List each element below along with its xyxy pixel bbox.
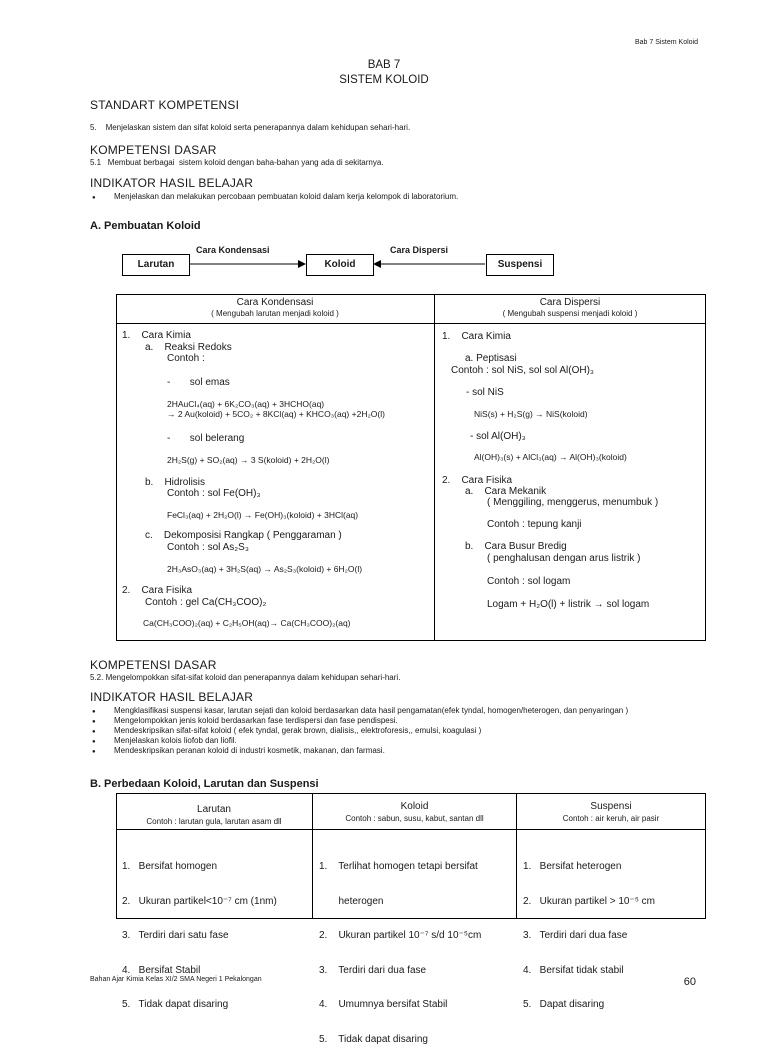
larutan-subheader: Contoh : larutan gula, larutan asam dll [146, 817, 282, 826]
kondensasi-equation: Ca(CH₃COO)₂(aq) + C₂H₅OH(aq)→ Ca(CH₃COO)₂(aq) [143, 618, 351, 628]
kondensasi-line: b. Hidrolisis [145, 477, 206, 488]
dispersi-equation: Al(OH)₃(s) + AlCl₃(aq) → Al(OH)₃(koloid) [474, 452, 627, 462]
indikator-heading-1: INDIKATOR HASIL BELAJAR [90, 176, 254, 190]
dispersi-equation: NiS(s) + H₂S(g) → NiS(koloid) [474, 409, 588, 419]
diagram-larutan-box: Larutan [122, 254, 190, 276]
larutan-properties [122, 838, 277, 1022]
table-b-divider-h [116, 829, 705, 830]
larutan-header: Larutan [197, 804, 231, 815]
kompetensi-dasar-heading-1: KOMPETENSI DASAR [90, 143, 217, 157]
kondensasi-equation: → 2 Au(koloid) + 5CO₂ + 8KCl(aq) + KHCO₃(aq) +2H₂O(l) [167, 409, 385, 419]
arrow-kondensasi-head [298, 260, 306, 268]
indikator-item: ● Menjelaskan dan melakukan percobaan pembuatan koloid dalam kerja kelompok di laboratorium. [90, 192, 700, 202]
kondensasi-line: a. Reaksi Redoks [145, 342, 232, 353]
dispersi-line: ( penghalusan dengan arus listrik ) [487, 553, 641, 564]
property-item: 2. Ukuran partikel<10⁻⁷ cm (1nm) [122, 895, 277, 907]
property-item: 4. Bersifat Stabil [122, 964, 201, 976]
kompetensi-dasar-heading-2: KOMPETENSI DASAR [90, 658, 217, 672]
diagram-suspensi-box: Suspensi [486, 254, 554, 276]
dispersi-line: - sol NiS [466, 387, 504, 398]
dispersi-line: Contoh : sol NiS, sol sol Al(OH)₃ [451, 365, 595, 376]
property-item: 3. Terdiri dari dua fase [319, 964, 427, 976]
dispersi-subheader: ( Mengubah suspensi menjadi koloid ) [502, 309, 638, 318]
dispersi-line: Contoh : sol logam [487, 576, 571, 587]
property-item: 1. Bersifat homogen [122, 861, 218, 872]
property-item: 5. Dapat disaring [523, 999, 605, 1010]
dispersi-line: b. Cara Busur Bredig [465, 541, 567, 552]
indikator-item: ● Mengklasifikasi suspensi kasar, larutan sejati dan koloid berdasarkan data hasil pengamatan(efek tyndal, homogen/heterogen, dan penyaringan ) [90, 706, 702, 716]
dispersi-line: 1. Cara Kimia [442, 331, 511, 342]
property-item: 4. Umumnya bersifat Stabil [319, 999, 448, 1010]
chapter-number: BAB 7 [367, 59, 401, 71]
kondensasi-line: Contoh : sol Fe(OH)₃ [167, 488, 261, 499]
indikator-item: ● Menjelaskan kolois liofob dan liofil. [90, 736, 702, 746]
diagram-label-dispersi: Cara Dispersi [390, 245, 449, 255]
kondensasi-header: Cara Kondensasi [236, 297, 314, 308]
dispersi-line: ( Menggiling, menggerus, menumbuk ) [487, 497, 659, 508]
property-item: 2. Ukuran partikel 10⁻⁷ s/d 10⁻⁵cm [319, 930, 482, 941]
kondensasi-line: Contoh : gel Ca(CH₃COO)₂ [145, 597, 267, 608]
kondensasi-line: - sol emas [167, 377, 230, 388]
standar-kompetensi-item: 5. Menjelaskan sistem dan sifat koloid serta penerapannya dalam kehidupan sehari-hari. [90, 123, 411, 132]
kondensasi-line: 1. Cara Kimia [122, 330, 191, 341]
suspensi-properties [523, 838, 655, 1022]
standar-kompetensi-heading: STANDART KOMPETENSI [90, 98, 240, 112]
indikator-item: ● Mendeskripsikan peranan koloid di industri kosmetik, makanan, dan farmasi. [90, 746, 702, 756]
diagram-arrows [0, 0, 768, 300]
dispersi-header: Cara Dispersi [539, 297, 601, 308]
property-item: 2. Ukuran partikel > 10⁻⁵ cm [523, 895, 655, 907]
kondensasi-equation: 2HAuCl₄(aq) + 6K₂CO₃(aq) + 3HCHO(aq) [167, 399, 325, 409]
kondensasi-line: c. Dekomposisi Rangkap ( Penggaraman ) [145, 530, 342, 541]
indikator-item: ● Mendeskripsikan sifat-sifat koloid ( efek tyndal, gerak brown, dialisis,, elektroforesis,, emulsi, koagulasi ) [90, 726, 702, 736]
suspensi-subheader: Contoh : air keruh, air pasir [562, 814, 660, 823]
property-item: 3. Terdiri dari dua fase [523, 930, 628, 941]
koloid-header: Koloid [400, 801, 429, 812]
page-number: 60 [683, 976, 696, 988]
dispersi-line: Logam + H₂O(l) + listrik → sol logam [487, 599, 650, 610]
kondensasi-line: Contoh : sol As₂S₃ [167, 542, 249, 553]
indikator-item: ● Mengelompokkan jenis koloid berdasarkan fase terdispersi dan fase pendispesi. [90, 716, 702, 726]
kondensasi-subheader: ( Mengubah larutan menjadi koloid ) [211, 309, 339, 318]
kondensasi-equation: 2H₃AsO₃(aq) + 3H₂S(aq) → As₂S₃(koloid) + 6H₂O(l) [167, 564, 363, 574]
diagram-koloid-box: Koloid [306, 254, 374, 276]
chapter-name: SISTEM KOLOID [339, 74, 429, 86]
dispersi-line: Contoh : tepung kanji [487, 519, 582, 530]
section-b-title: B. Perbedaan Koloid, Larutan dan Suspensi [90, 778, 319, 790]
footer-text: Bahan Ajar Kimia Kelas XI/2 SMA Negeri 1 Pekalongan [90, 976, 262, 983]
dispersi-line: a. Peptisasi [465, 353, 517, 364]
section-a-title: A. Pembuatan Koloid [90, 220, 201, 232]
kondensasi-line: - sol belerang [167, 433, 245, 444]
table-a-divider-horizontal [116, 323, 705, 324]
kondensasi-line: Contoh : [167, 353, 205, 364]
indikator-heading-2: INDIKATOR HASIL BELAJAR [90, 690, 254, 704]
kondensasi-line: 2. Cara Fisika [122, 585, 193, 596]
diagram-label-kondensasi: Cara Kondensasi [196, 245, 270, 255]
dispersi-line: a. Cara Mekanik [465, 486, 547, 497]
dispersi-line: 2. Cara Fisika [442, 475, 513, 486]
chapter-tag: Bab 7 Sistem Koloid [634, 39, 698, 46]
dispersi-line: - sol Al(OH)₃ [470, 431, 526, 442]
kompetensi-dasar-item-2: 5.2. Mengelompokkan sifat-sifat koloid dan penerapannya dalam kehidupan sehari-hari. [90, 673, 401, 682]
property-item: 4. Bersifat tidak stabil [523, 964, 624, 976]
property-item: 5. Tidak dapat disaring [319, 1033, 428, 1045]
kondensasi-equation: FeCl₃(aq) + 2H₂O(l) → Fe(OH)₃(koloid) + 3HCl(aq) [167, 510, 359, 520]
koloid-subheader: Contoh : sabun, susu, kabut, santan dll [345, 814, 484, 823]
property-item: 1. Bersifat heterogen [523, 861, 622, 872]
property-item: 5. Tidak dapat disaring [122, 999, 229, 1010]
table-a-divider-vertical [434, 294, 435, 640]
indikator-list-2 [90, 706, 702, 756]
arrow-dispersi-head [373, 260, 381, 268]
suspensi-header: Suspensi [590, 801, 632, 812]
property-item: 1. Terlihat homogen tetapi bersifat [319, 861, 478, 872]
property-item: 3. Terdiri dari satu fase [122, 930, 229, 941]
kompetensi-dasar-item-1: 5.1 Membuat berbagai sistem koloid dengan baha-bahan yang ada di sekitarnya. [90, 158, 384, 167]
kondensasi-equation: 2H₂S(g) + SO₂(aq) → 3 S(koloid) + 2H₂O(l) [167, 455, 330, 465]
property-item: heterogen [319, 895, 384, 907]
